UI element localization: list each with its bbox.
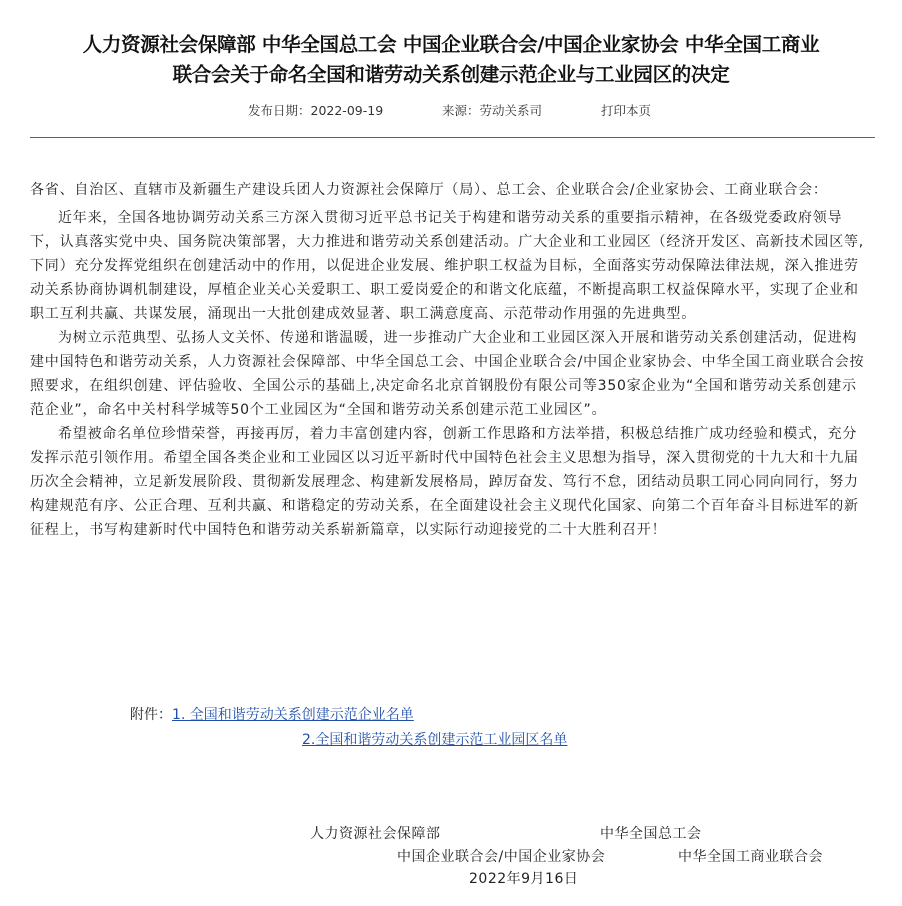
article-body bbox=[30, 178, 870, 542]
paragraph-3: 希望被命名单位珍惜荣誉，再接再厉，着力丰富创建内容，创新工作思路和方法举措，积极总结推广成功经验和模式，充分发挥示范引领作用。希望全国各类企业和工业园区以习近平新时代中国特色社会主义思想为指导，深入贯彻党的十九大和十九届历次全会精神，立足新发展阶段、贯彻新发展理念、构建新发展格局，踔厉奋发、笃行不怠，团结动员职工同心同向同行，努力构建规范有序、公正合理、互利共赢、和谐稳定的劳动关系，在全面建设社会主义现代化国家、向第二个百年奋斗目标进军的新征程上，书写构建新时代中国特色和谐劳动关系崭新篇章，以实际行动迎接党的二十大胜利召开！ bbox=[30, 426, 859, 538]
addressee: 各省、自治区、直辖市及新疆生产建设兵团人力资源社会保障厅（局）、总工会、企业联合会/企业家协会、工商业联合会： bbox=[30, 182, 828, 198]
signature-org-3: 中国企业联合会/中国企业家协会 bbox=[397, 849, 606, 865]
attachment-link-2[interactable]: 2.全国和谐劳动关系创建示范工业园区名单 bbox=[302, 732, 568, 748]
attachment-line-1 bbox=[130, 703, 414, 727]
title-line-1: 人力资源社会保障部 中华全国总工会 中国企业联合会/中国企业家协会 中华全国工商业 bbox=[82, 33, 820, 56]
article-title bbox=[20, 30, 882, 90]
paragraph-1: 近年来，全国各地协调劳动关系三方深入贯彻习近平总书记关于构建和谐劳动关系的重要指示精神，在各级党委政府领导下，认真落实党中央、国务院决策部署，大力推进和谐劳动关系创建活动。广大企业和工业园区（经济开发区、高新技术园区等,下同）充分发挥党组织在创建活动中的作用，以促进企业发展、维护职工权益为目标，全面落实劳动保障法律法规，深入推进劳动关系协商协调机制建设，厚植企业关心关爱职工、职工爱岗爱企的和谐文化底蕴，不断提高职工权益保障水平，实现了企业和职工互利共赢、共谋发展，涌现出一大批创建成效显著、职工满意度高、示范带动作用强的先进典型。 bbox=[30, 210, 865, 322]
signature-org-1: 人力资源社会保障部 bbox=[310, 826, 441, 842]
attachment-label: 附件： bbox=[130, 707, 172, 723]
source-label: 来源：劳动关系司 bbox=[442, 103, 543, 118]
attachment-link-1[interactable]: 1. 全国和谐劳动关系创建示范企业名单 bbox=[172, 707, 414, 723]
title-divider bbox=[30, 137, 875, 138]
attachment-line-2 bbox=[302, 728, 567, 752]
signature-org-2: 中华全国总工会 bbox=[600, 826, 702, 842]
title-line-2: 联合会关于命名全国和谐劳动关系创建示范企业与工业园区的决定 bbox=[172, 63, 730, 86]
article-meta bbox=[0, 101, 902, 121]
signature-org-4: 中华全国工商业联合会 bbox=[678, 849, 823, 865]
paragraph-2: 为树立示范典型、弘扬人文关怀、传递和谐温暖，进一步推动广大企业和工业园区深入开展和谐劳动关系创建活动，促进构建中国特色和谐劳动关系，人力资源社会保障部、中华全国总工会、中国企业联合会/中国企业家协会、中华全国工商业联合会按照要求，在组织创建、评估验收、全国公示的基础上,决定命名北京首钢股份有限公司等350家企业为“全国和谐劳动关系创建示范企业”，命名中关村科学城等50个工业园区为“全国和谐劳动关系创建示范工业园区”。 bbox=[30, 330, 865, 418]
signature-date: 2022年9月16日 bbox=[469, 871, 579, 887]
publish-date: 发布日期：2022-09-19 bbox=[248, 103, 384, 118]
print-button[interactable]: 打印本页 bbox=[601, 103, 652, 118]
